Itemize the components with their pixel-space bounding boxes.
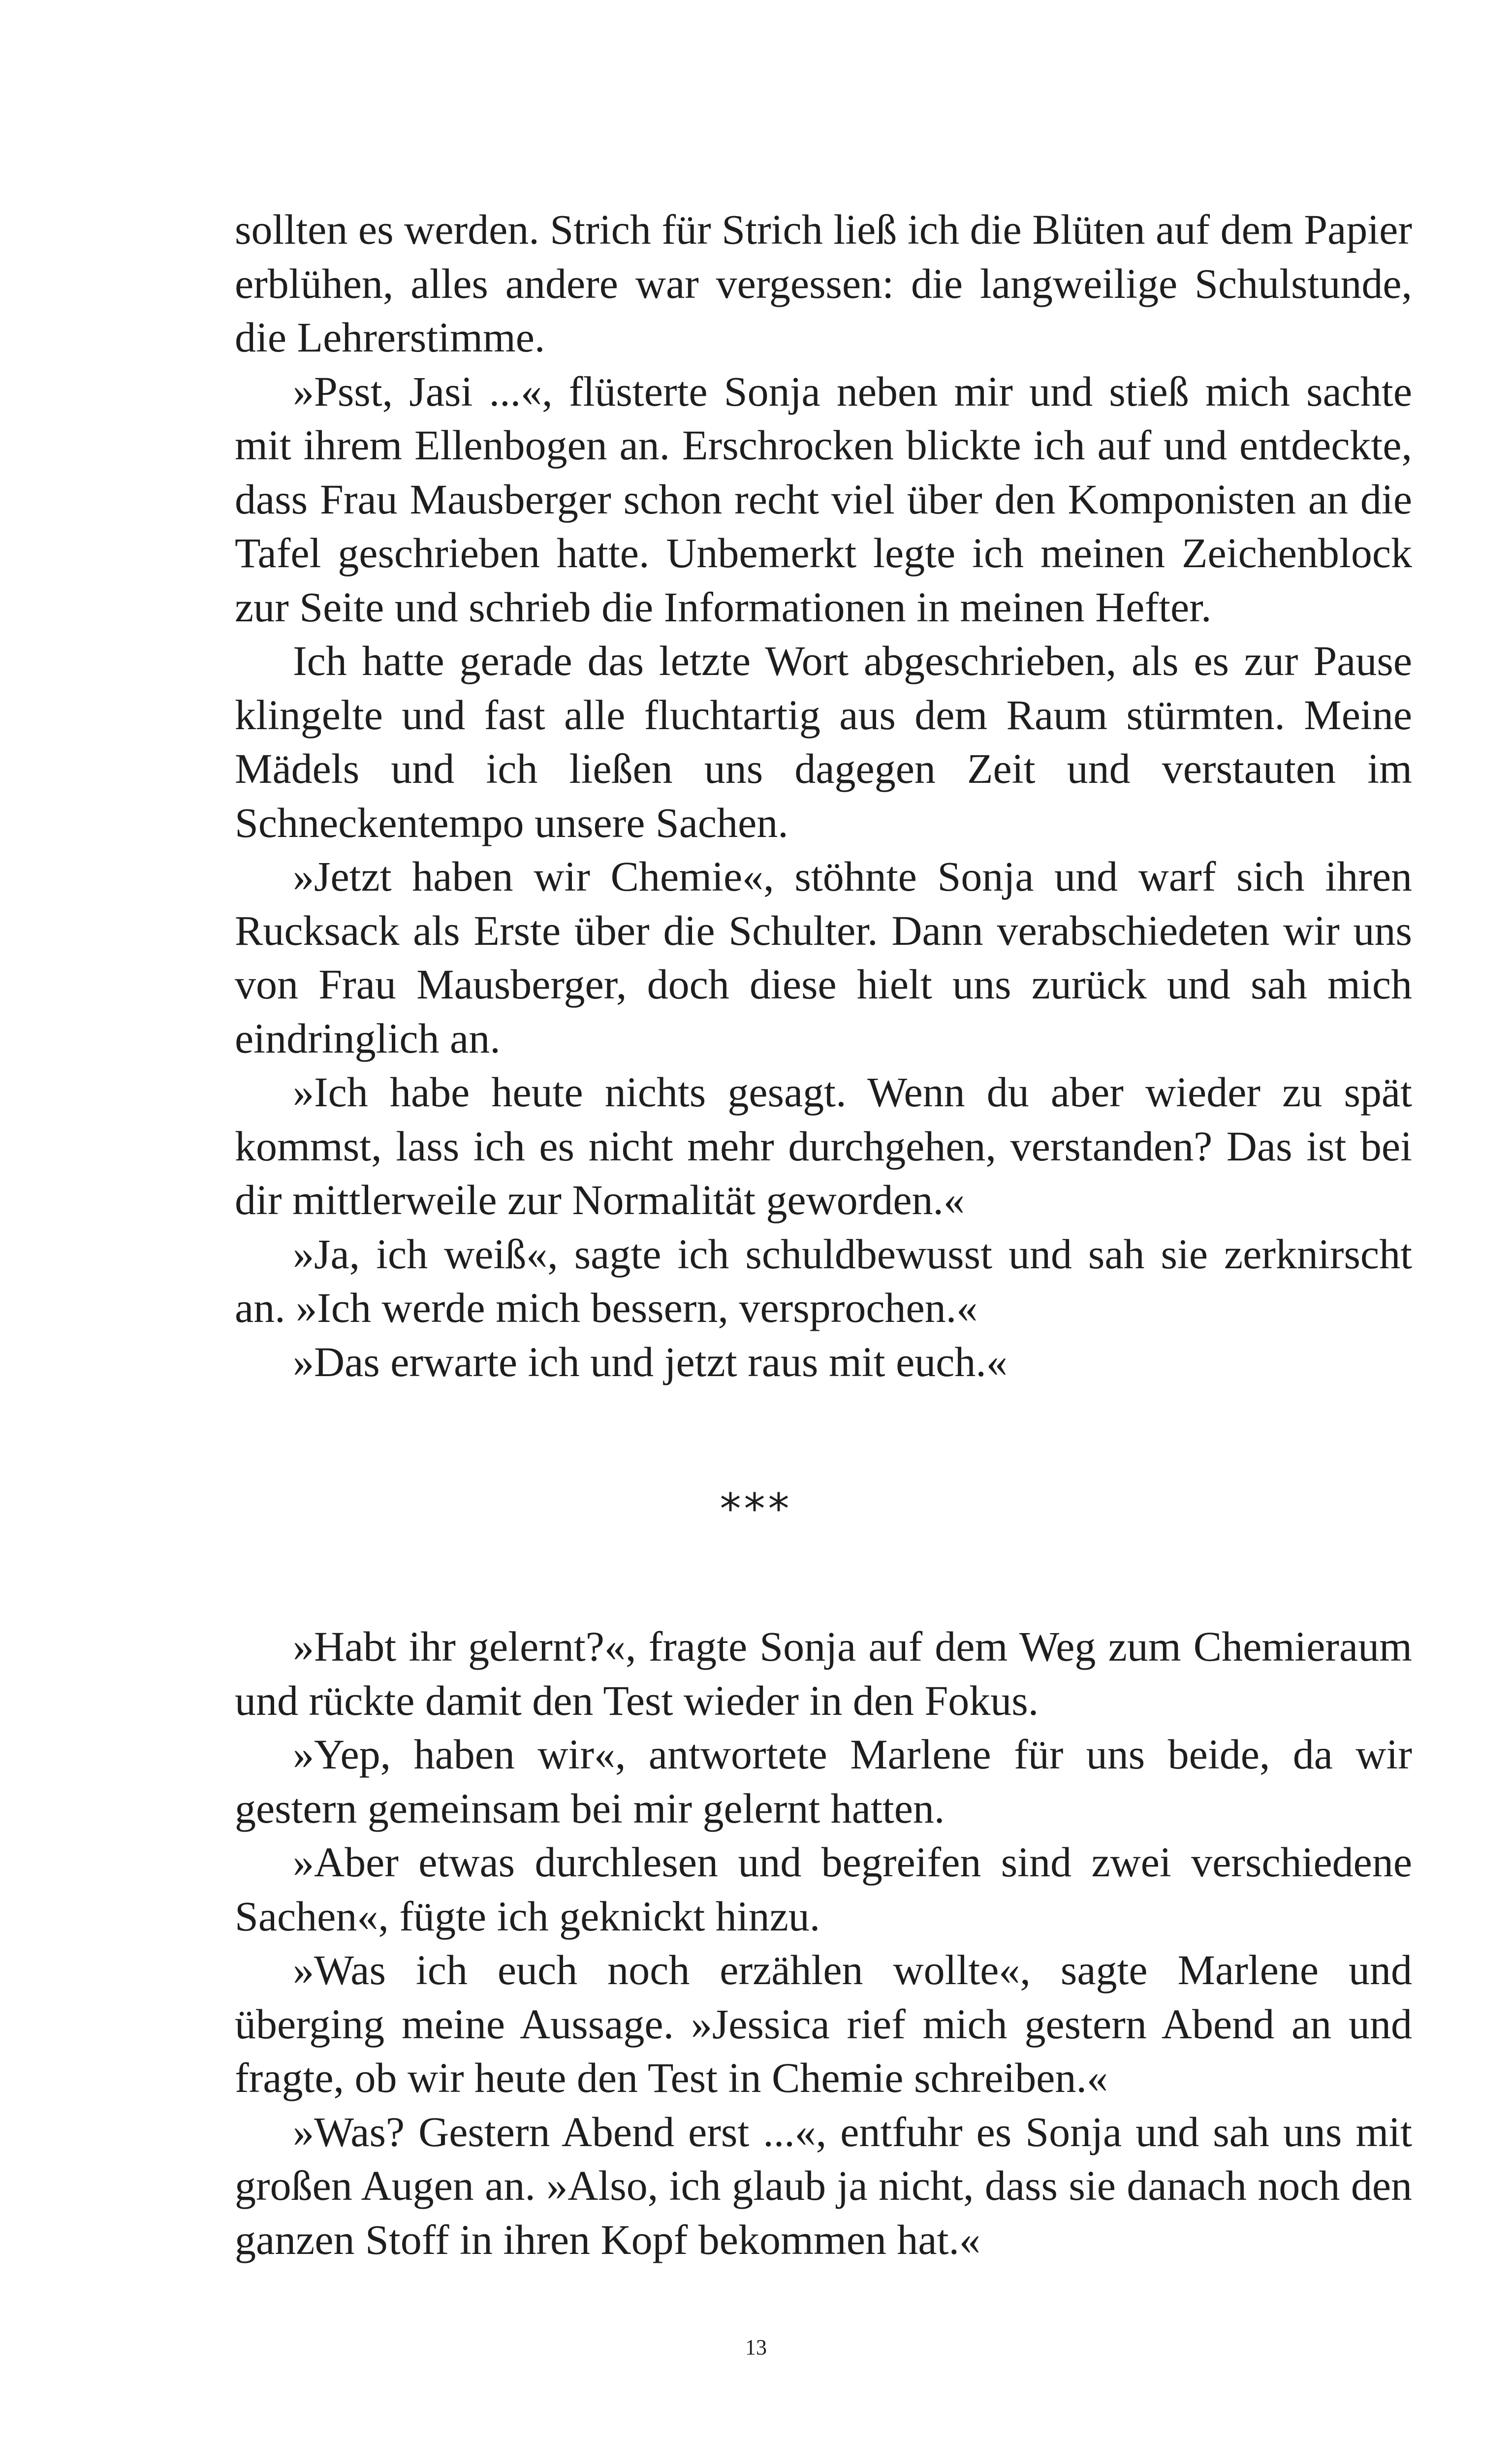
page-number: 13	[745, 2335, 767, 2359]
paragraph: »Das erwarte ich und jetzt raus mit euch.«	[293, 1338, 1008, 1385]
paragraph: »Yep, haben wir«, antwortete Marlene für uns beide, da wir gestern gemeinsam bei mir gelernt hatten.	[235, 1731, 1412, 1832]
paragraph: Ich hatte gerade das letzte Wort abgeschrieben, als es zur Pause klingelte und fast alle fluchtartig aus dem Raum stürmten. Meine Mädels und ich ließen uns dagegen Zeit und verstauten im Schneckentempo unsere Sachen.	[235, 637, 1412, 846]
paragraph: »Was ich euch noch erzählen wollte«, sagte Marlene und überging meine Aussage. »Jessica rief mich gestern Abend an und fragte, ob wir heute den Test in Chemie schreiben.«	[235, 1946, 1412, 2101]
paragraph: »Was? Gestern Abend erst ...«, entfuhr es Sonja und sah uns mit großen Augen an. »Also, ich glaub ja nicht, dass sie danach noch den ganzen Stoff in ihren Kopf bekommen hat.«	[235, 2108, 1412, 2263]
text-section-bottom	[235, 1620, 1412, 2267]
paragraph: sollten es werden. Strich für Strich ließ ich die Blüten auf dem Papier erblühen, alles andere war vergessen: die langweilige Schulstunde, die Lehrerstimme.	[235, 206, 1412, 361]
text-section-top	[235, 203, 1412, 1389]
paragraph: »Ich habe heute nichts gesagt. Wenn du aber wieder zu spät kommst, lass ich es nicht mehr durchgehen, verstanden? Das ist bei dir mittlerweile zur Normalität geworden.«	[235, 1068, 1412, 1223]
paragraph: »Ja, ich weiß«, sagte ich schuldbewusst und sah sie zerknirscht an. »Ich werde mich bessern, versprochen.«	[235, 1230, 1412, 1331]
paragraph: »Aber etwas durchlesen und begreifen sind zwei verschiedene Sachen«, fügte ich geknickt hinzu.	[235, 1838, 1412, 1940]
paragraph: »Habt ihr gelernt?«, fragte Sonja auf dem Weg zum Chemieraum und rückte damit den Test wieder in den Fokus.	[235, 1623, 1412, 1724]
paragraph: »Jetzt haben wir Chemie«, stöhnte Sonja und warf sich ihren Rucksack als Erste über die Schulter. Dann verabschiedeten wir uns von Frau Mausberger, doch diese hielt uns zurück und sah mich eindringlich an.	[235, 853, 1412, 1062]
paragraph: »Psst, Jasi ...«, flüsterte Sonja neben mir und stieß mich sachte mit ihrem Ellenbogen an. Erschrocken blickte ich auf und entdeckte, dass Frau Mausberger schon recht viel über den Komponisten an die Tafel geschrieben hatte. Unbemerkt legte ich meinen Zeichenblock zur Seite und schrieb die Informationen in meinen Hefter.	[235, 367, 1412, 631]
scene-break-separator: ***	[720, 1484, 792, 1534]
